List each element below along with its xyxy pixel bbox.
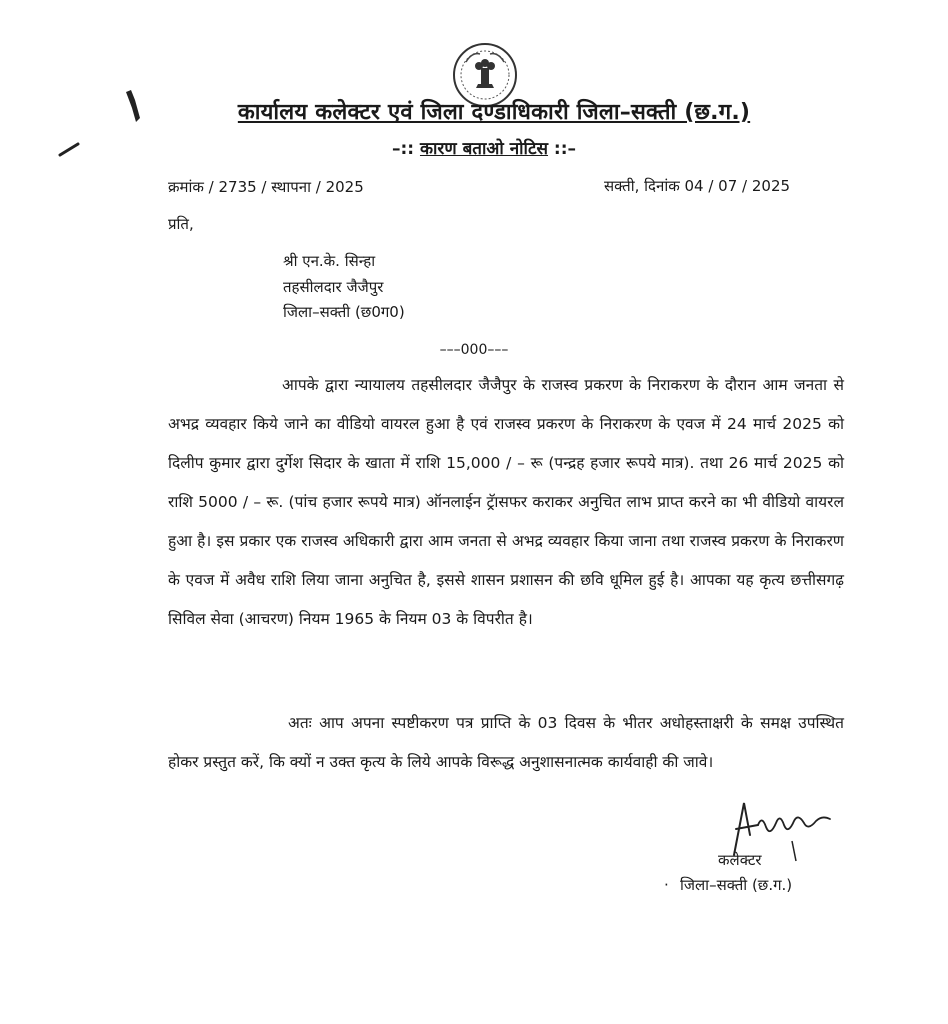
- signatory-designation: कलेक्टर: [718, 851, 762, 869]
- addressee-designation: तहसीलदार जैजैपुर: [283, 278, 384, 296]
- prati-label: प्रति,: [168, 215, 194, 233]
- notice-heading: कारण बताओ नोटिस: [419, 139, 549, 159]
- separator: –––000–––: [439, 342, 509, 358]
- notice-title: [0, 136, 948, 159]
- addressee-district: जिला–सक्ती (छ0ग0): [283, 303, 405, 321]
- paragraph-2-text: अतः आप अपना स्पष्टीकरण पत्र प्राप्ति के 03 दिवस के भीतर अधोहस्ताक्षरी के समक्ष उपस्थित होकर प्रस्तुत करें, कि क्यों न उक्त कृत्य के लिये आपके विरूद्ध अनुशासनात्मक कार्यवाही की जावे।: [168, 714, 844, 771]
- signatory-district: · जिला–सक्ती (छ.ग.): [664, 876, 793, 894]
- signatory-district-text: जिला–सक्ती (छ.ग.): [680, 876, 793, 894]
- reference-number: क्रमांक / 2735 / स्थापना / 2025: [168, 178, 364, 196]
- paragraph-1-text: आपके द्वारा न्यायालय तहसीलदार जैजैपुर के राजस्व प्रकरण के निराकरण के दौरान आम जनता से अभद्र व्यवहार किये जाने का वीडियो वायरल हुआ है एवं राजस्व प्रकरण के निराकरण के एवज में 24 मार्च 2025 को दिलीप कुमार द्वारा दुर्गेश सिदार के खाता में राशि 15,000 / – रू (पन्द्रह हजार रूपये मात्र). तथा 26 मार्च 2025 को राशि 5000 / – रू. (पांच हजार रूपये मात्र) ऑनलाईन ट्रॅासफर कराकर अनुचित लाभ प्राप्त करने का भी वीडियो वायरल हुआ है। इस प्रकार एक राजस्व अधिकारी द्वारा आम जनता से अभद्र व्यवहार किया जाना तथा राजस्व प्रकरण के निराकरण के एवज में अवैध राशि लिया जाना अनुचित है, इससे शासन प्रशासन की छवि धूमिल हुई है। आपका यह कृत्य छत्तीसगढ़ सिविल सेवा (आचरण) नियम 1965 के नियम 03 के विपरीत है।: [168, 376, 844, 628]
- place-date: सक्ती, दिनांक 04 / 07 / 2025: [604, 177, 791, 195]
- addressee-name: श्री एन.के. सिन्हा: [283, 252, 376, 270]
- notice-suffix: ::–: [548, 139, 577, 159]
- notice-prefix: –::: [391, 139, 420, 159]
- office-title: कार्यालय कलेक्टर एवं जिला दण्डाधिकारी जिला–सक्ती (छ.ग.): [237, 100, 751, 125]
- body-paragraph-2: [168, 704, 844, 782]
- body-paragraph-1: [168, 366, 844, 639]
